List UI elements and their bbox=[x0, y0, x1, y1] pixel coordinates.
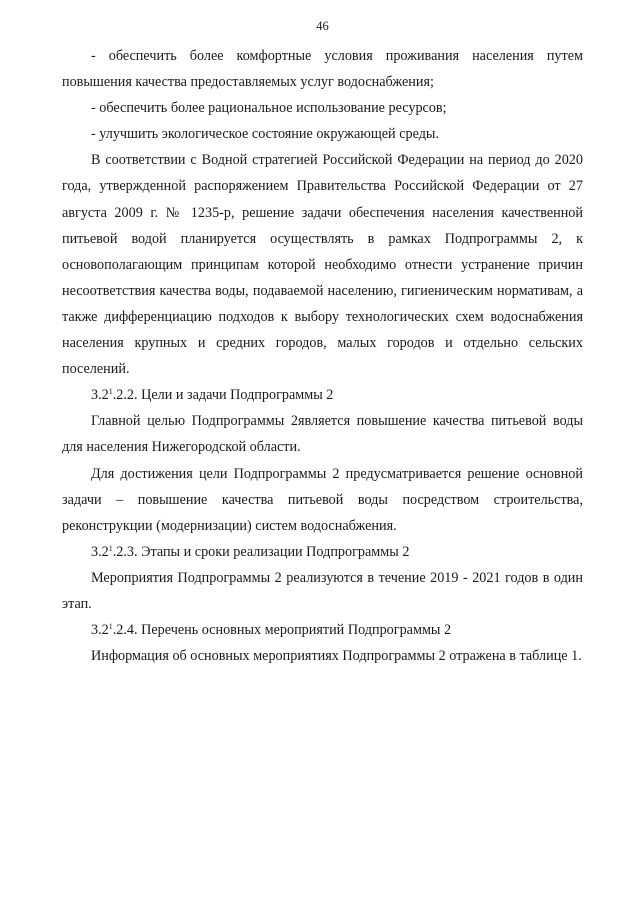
paragraph-measures: Информация об основных мероприятиях Подпрограммы 2 отражена в таблице 1. bbox=[91, 648, 582, 665]
bullet-comfort: - обеспечить более комфортные условия проживания населения путем повышения качества предоставляемых услуг водоснабжения; bbox=[62, 48, 583, 91]
section-title: .2.2. Цели и задачи Подпрограммы 2 bbox=[112, 387, 334, 404]
section-number: 3.2 bbox=[91, 387, 109, 404]
paragraph-water-strategy: В соответствии с Водной стратегией Российской Федерации на период до 2020 года, утвержденной распоряжением Правительства Российской Федерации от 27 августа 2009 г. № 1235-р, решение задачи обеспечения населения качественной питьевой водой планируется осуществлять в рамках Подпрограммы 2, к основополагающим принципам которой необходимо отнести устранение причин несоответствия качества воды, подаваемой населению, гигиеническим нормативам, а также дифференциацию подходов к выбору технологических схем водоснабжения населения крупных и средних городов, малых городов и отдельно сельских поселений. bbox=[62, 152, 583, 378]
section-superscript: 1 bbox=[108, 543, 113, 553]
bullet-resources: - обеспечить более рациональное использование ресурсов; bbox=[91, 100, 447, 117]
section-title: .2.4. Перечень основных мероприятий Подпрограммы 2 bbox=[112, 622, 452, 639]
section-title: .2.3. Этапы и сроки реализации Подпрограммы 2 bbox=[112, 543, 410, 560]
section-number: 3.2 bbox=[91, 543, 109, 560]
section-number: 3.2 bbox=[91, 622, 109, 639]
section-heading-measures bbox=[62, 617, 583, 643]
paragraph-main-goal: Главной целью Подпрограммы 2является повышение качества питьевой воды для населения Нижегородской области. bbox=[62, 413, 583, 456]
section-superscript: 1 bbox=[108, 622, 113, 632]
section-superscript: 1 bbox=[108, 387, 113, 397]
bullet-ecology: - улучшить экологическое состояние окружающей среды. bbox=[91, 126, 439, 143]
section-heading-stages bbox=[62, 539, 583, 565]
page-number: 46 bbox=[316, 19, 329, 33]
section-heading-goals bbox=[62, 382, 583, 408]
paragraph-stages: Мероприятия Подпрограммы 2 реализуются в течение 2019 - 2021 годов в один этап. bbox=[62, 569, 583, 612]
document-body bbox=[62, 43, 583, 669]
paragraph-main-task: Для достижения цели Подпрограммы 2 предусматривается решение основной задачи – повышение качества питьевой воды посредством строительства, реконструкции (модернизации) систем водоснабжения. bbox=[62, 465, 583, 534]
